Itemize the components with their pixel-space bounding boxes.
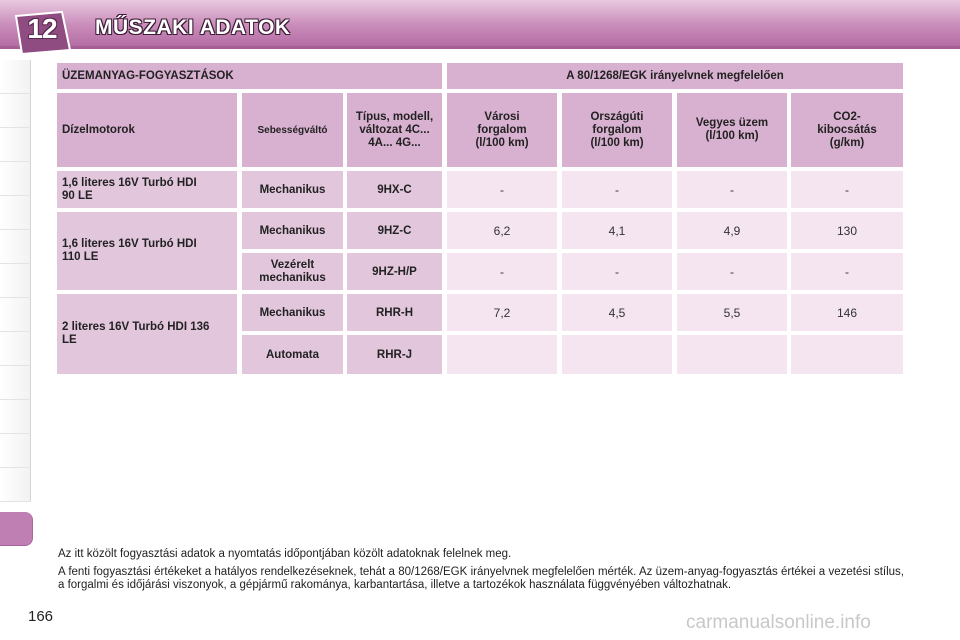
table-title-left: ÜZEMANYAG-FOGYASZTÁSOK [57,63,442,89]
urban-cell: 7,2 [447,294,557,331]
engine-label: 1,6 literes 16V Turbó HDI 110 LE [57,212,237,290]
col-header-gearbox: Sebességváltó [242,93,343,167]
urban-cell: - [447,171,557,208]
col-header-co2: CO2-kibocsátás (g/km) [791,93,903,167]
chapter-tab[interactable] [0,162,31,196]
co2-cell: 146 [791,294,903,331]
mixed-cell: - [677,253,787,290]
chapter-tabs [0,60,36,580]
mixed-cell: 5,5 [677,294,787,331]
mixed-cell: 4,9 [677,212,787,249]
chapter-tab[interactable] [0,230,31,264]
col-header-mixed: Vegyes üzem (l/100 km) [677,93,787,167]
chapter-tab-active[interactable] [0,512,33,546]
extra-urban-cell: - [562,171,672,208]
gearbox-cell: Automata [242,335,343,374]
page-number: 166 [28,608,54,625]
col-header-engine: Dízelmotorok [57,93,237,167]
type-cell: 9HX-C [347,171,442,208]
extra-urban-cell: 4,5 [562,294,672,331]
chapter-tab[interactable] [0,94,31,128]
type-cell: 9HZ-C [347,212,442,249]
table-title-right: A 80/1268/EGK irányelvnek megfelelően [447,63,903,89]
chapter-tab[interactable] [0,128,31,162]
co2-cell [791,335,903,374]
urban-cell: - [447,253,557,290]
chapter-tab[interactable] [0,434,31,468]
mixed-cell [677,335,787,374]
col-header-urban: Városi forgalom (l/100 km) [447,93,557,167]
chapter-number: 12 [27,13,57,44]
urban-cell [447,335,557,374]
gearbox-cell: Mechanikus [242,171,343,208]
footnote-paragraph: A fenti fogyasztási értékeket a hatályos rendelkezéseknek, tehát a 80/1268/EGK irányelvnek megfelelően mérték. Az üzem-anyag-fogyasztás értékei a vezetési stílus, a forgalmi és időjárási viszonyok, a gépjármű rakománya, karbantartása, illetve a tartozékok használata függvényében változhatnak. [58,566,904,591]
chapter-tab[interactable] [0,468,31,502]
chapter-tab[interactable] [0,366,31,400]
col-header-type: Típus, modell, változat 4C... 4A... 4G... [347,93,442,167]
gearbox-cell: Vezérelt mechanikus [242,253,343,290]
chapter-tab[interactable] [0,60,31,94]
extra-urban-cell: 4,1 [562,212,672,249]
footnote-paragraph: Az itt közölt fogyasztási adatok a nyomtatás időpontjában közölt adatoknak felelnek meg. [58,548,512,560]
type-cell: RHR-H [347,294,442,331]
co2-cell: - [791,253,903,290]
page-title: MŰSZAKI ADATOK [95,16,291,39]
chapter-tab[interactable] [0,298,31,332]
chapter-tab[interactable] [0,332,31,366]
footnotes [58,548,904,597]
chapter-tab[interactable] [0,264,31,298]
engine-label: 2 literes 16V Turbó HDI 136 LE [57,294,237,374]
col-header-extra-urban: Országúti forgalom (l/100 km) [562,93,672,167]
engine-label: 1,6 literes 16V Turbó HDI 90 LE [57,171,237,208]
chapter-tab[interactable] [0,196,31,230]
extra-urban-cell [562,335,672,374]
watermark: carmanualsonline.info [686,612,871,633]
type-cell: 9HZ-H/P [347,253,442,290]
gearbox-cell: Mechanikus [242,294,343,331]
urban-cell: 6,2 [447,212,557,249]
chapter-tab[interactable] [0,400,31,434]
co2-cell: 130 [791,212,903,249]
mixed-cell: - [677,171,787,208]
type-cell: RHR-J [347,335,442,374]
co2-cell: - [791,171,903,208]
gearbox-cell: Mechanikus [242,212,343,249]
header-divider [0,46,960,49]
extra-urban-cell: - [562,253,672,290]
